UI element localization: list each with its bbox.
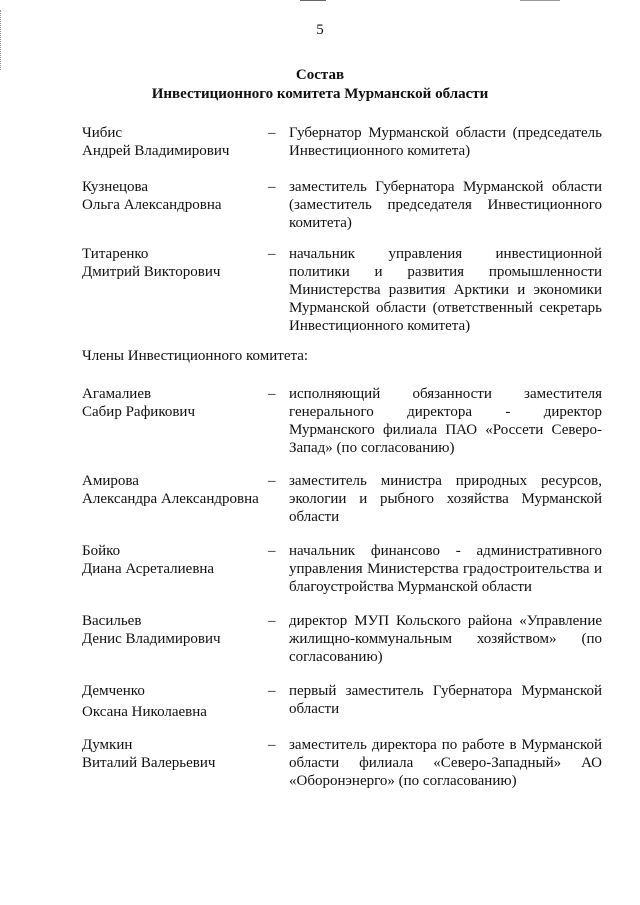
person-name <box>82 472 262 508</box>
separator-dash: – <box>268 683 276 699</box>
separator-dash: – <box>268 543 276 559</box>
surname: Агамалиев <box>82 386 152 402</box>
scan-edge-artifact <box>0 10 4 70</box>
given-names: Сабир Рафикович <box>82 404 195 420</box>
surname: Чибис <box>82 125 123 141</box>
given-names: Денис Владимирович <box>82 631 221 647</box>
separator-dash: – <box>268 246 276 262</box>
separator-dash: – <box>268 179 276 195</box>
surname: Думкин <box>82 737 133 753</box>
separator-dash: – <box>268 125 276 141</box>
person-name <box>82 612 262 648</box>
person-name <box>82 385 262 421</box>
role-description: исполняющий обязанности заместителя генерального директора - директор Мурманского филиала ПАО «Россети Северо-Запад» (по согласованию) <box>289 386 602 456</box>
given-names: Виталий Валерьевич <box>82 755 216 771</box>
role-description: первый заместитель Губернатора Мурманской области <box>289 683 602 717</box>
surname: Бойко <box>82 543 121 559</box>
given-names: Оксана Николаевна <box>82 704 207 720</box>
role-description: начальник финансово - административного управления Министерства градостроительства и благоустройства Мурманской области <box>289 543 602 595</box>
person-name <box>82 124 262 160</box>
given-names: Ольга Александровна <box>82 197 222 213</box>
given-names: Диана Асреталиевна <box>82 561 215 577</box>
given-names: Андрей Владимирович <box>82 143 230 159</box>
members-heading: Члены Инвестиционного комитета: <box>82 348 309 364</box>
page-number: 5 <box>316 22 324 38</box>
person-name <box>82 245 262 281</box>
separator-dash: – <box>268 737 276 753</box>
role-description: заместитель директора по работе в Мурманской области филиала «Северо-Западный» АО «Оборонэнерго» (по согласованию) <box>289 737 602 789</box>
surname: Васильев <box>82 613 142 629</box>
separator-dash: – <box>268 613 276 629</box>
surname: Демченко <box>82 683 145 699</box>
surname: Титаренко <box>82 246 149 262</box>
scan-artifact <box>520 0 560 1</box>
surname: Амирова <box>82 473 139 489</box>
person-name <box>82 736 262 772</box>
title-line-2: Инвестиционного комитета Мурманской области <box>151 86 489 102</box>
title-line-1: Состав <box>295 67 345 83</box>
document-title <box>0 66 640 104</box>
person-name <box>82 542 262 578</box>
given-names: Александра Александровна <box>82 491 259 507</box>
person-name <box>82 682 262 721</box>
role-description: директор МУП Кольского района «Управление жилищно-коммунальным хозяйством» (по согласованию) <box>289 613 602 665</box>
role-description: начальник управления инвестиционной политики и развития промышленности Министерства развития Арктики и экономики Мурманской области (ответственный секретарь Инвестиционного комитета) <box>289 246 602 334</box>
given-names: Дмитрий Викторович <box>82 264 221 280</box>
person-name <box>82 178 262 214</box>
role-description: заместитель министра природных ресурсов, экологии и рыбного хозяйства Мурманской области <box>289 473 602 525</box>
role-description: Губернатор Мурманской области (председатель Инвестиционного комитета) <box>289 125 602 159</box>
scan-artifact <box>300 0 326 1</box>
role-description: заместитель Губернатора Мурманской области (заместитель председателя Инвестиционного комитета) <box>289 179 602 231</box>
separator-dash: – <box>268 473 276 489</box>
separator-dash: – <box>268 386 276 402</box>
surname: Кузнецова <box>82 179 149 195</box>
